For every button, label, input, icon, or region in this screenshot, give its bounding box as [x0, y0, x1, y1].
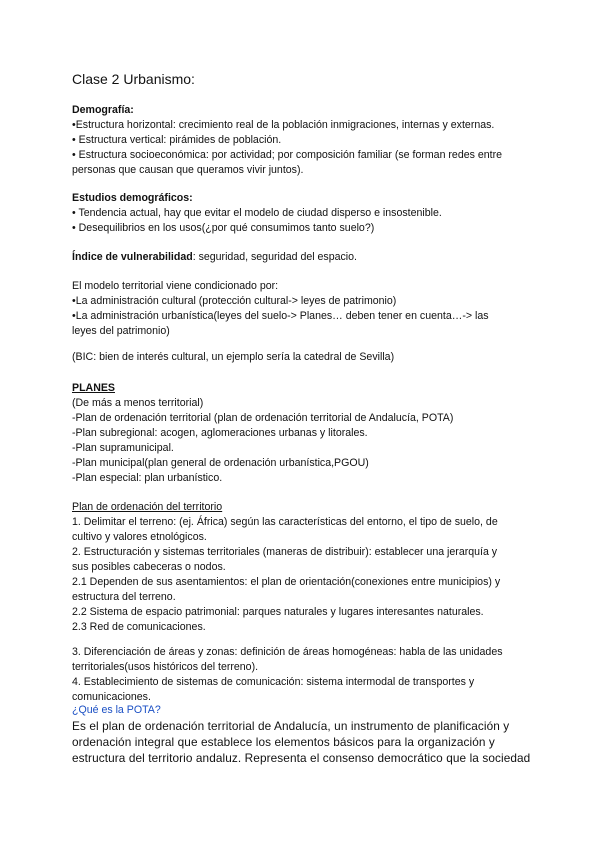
- bic-line: (BIC: bien de interés cultural, un ejemplo sería la catedral de Sevilla): [72, 351, 395, 363]
- pota-body: [72, 718, 532, 766]
- ordenacion-line: cultivo y valores etnológicos.: [72, 531, 207, 543]
- planes-line: -Plan supramunicipal.: [72, 442, 174, 454]
- zonas-line: 3. Diferenciación de áreas y zonas: definición de áreas homogéneas: habla de las unidades: [72, 646, 503, 658]
- demografia-line: • Estructura vertical: pirámides de población.: [72, 134, 282, 146]
- demografia-line: personas que causan que queramos vivir juntos).: [72, 164, 304, 176]
- zonas-section: [72, 645, 532, 705]
- ordenacion-line: estructura del terreno.: [72, 591, 176, 603]
- demografia-line: • Estructura socioeconómica: por actividad; por composición familiar (se forman redes entre: [72, 149, 502, 161]
- planes-section: [72, 381, 532, 486]
- ordenacion-line: 2.1 Dependen de sus asentamientos: el plan de orientación(conexiones entre municipios) y: [72, 576, 501, 588]
- indice-text: : seguridad, seguridad del espacio.: [192, 251, 357, 263]
- demografia-line: •Estructura horizontal: crecimiento real de la población inmigraciones, internas y externas.: [72, 119, 495, 131]
- estudios-line: • Tendencia actual, hay que evitar el modelo de ciudad disperso e insostenible.: [72, 207, 442, 219]
- ordenacion-heading: Plan de ordenación del territorio: [72, 501, 223, 513]
- ordenacion-section: [72, 500, 532, 635]
- ordenacion-line: 2. Estructuración y sistemas territoriales (maneras de distribuir): establecer una jerarquía y: [72, 546, 498, 558]
- planes-line: -Plan municipal(plan general de ordenación urbanística,PGOU): [72, 457, 369, 469]
- zonas-line: territoriales(usos históricos del terreno).: [72, 661, 259, 673]
- indice-line: [72, 250, 532, 265]
- estudios-line: • Desequilibrios en los usos(¿por qué consumimos tanto suelo?): [72, 222, 375, 234]
- modelo-line: El modelo territorial viene condicionado por:: [72, 280, 279, 292]
- planes-line: -Plan especial: plan urbanístico.: [72, 472, 223, 484]
- ordenacion-line: 2.3 Red de comunicaciones.: [72, 621, 206, 633]
- pota-section: [72, 703, 532, 718]
- planes-line: -Plan de ordenación territorial (plan de ordenación territorial de Andalucía, POTA): [72, 412, 454, 424]
- demografia-section: [72, 103, 532, 178]
- indice-label: Índice de vulnerabilidad: [72, 251, 193, 263]
- ordenacion-line: 1. Delimitar el terreno: (ej. África) según las características del entorno, el tipo de suelo, de: [72, 516, 498, 528]
- ordenacion-line: sus posibles cabeceras o nodos.: [72, 561, 226, 573]
- planes-line: (De más a menos territorial): [72, 397, 204, 409]
- zonas-line: comunicaciones.: [72, 691, 151, 703]
- estudios-heading: Estudios demográficos:: [72, 192, 193, 204]
- modelo-line: leyes del patrimonio): [72, 325, 170, 337]
- indice-section: [72, 250, 532, 265]
- pota-line: Es el plan de ordenación territorial de Andalucía, un instrumento de planificación y: [72, 719, 510, 733]
- demografia-heading: Demografía:: [72, 104, 134, 116]
- planes-heading: PLANES: [72, 382, 115, 394]
- pota-line: ordenación integral que establece los elementos básicos para la organización y: [72, 735, 495, 749]
- ordenacion-line: 2.2 Sistema de espacio patrimonial: parques naturales y lugares interesantes naturales.: [72, 606, 484, 618]
- page-title: Clase 2 Urbanismo:: [72, 71, 195, 87]
- estudios-section: [72, 191, 532, 236]
- planes-line: -Plan subregional: acogen, aglomeraciones urbanas y litorales.: [72, 427, 368, 439]
- modelo-line: •La administración urbanística(leyes del suelo-> Planes… deben tener en cuenta…-> las: [72, 310, 489, 322]
- modelo-section: [72, 279, 532, 339]
- bic-section: [72, 350, 532, 365]
- pota-line: estructura del territorio andaluz. Representa el consenso democrático que la sociedad: [72, 751, 531, 765]
- pota-heading: ¿Qué es la POTA?: [72, 704, 161, 716]
- zonas-line: 4. Establecimiento de sistemas de comunicación: sistema intermodal de transportes y: [72, 676, 475, 688]
- modelo-line: •La administración cultural (protección cultural-> leyes de patrimonio): [72, 295, 397, 307]
